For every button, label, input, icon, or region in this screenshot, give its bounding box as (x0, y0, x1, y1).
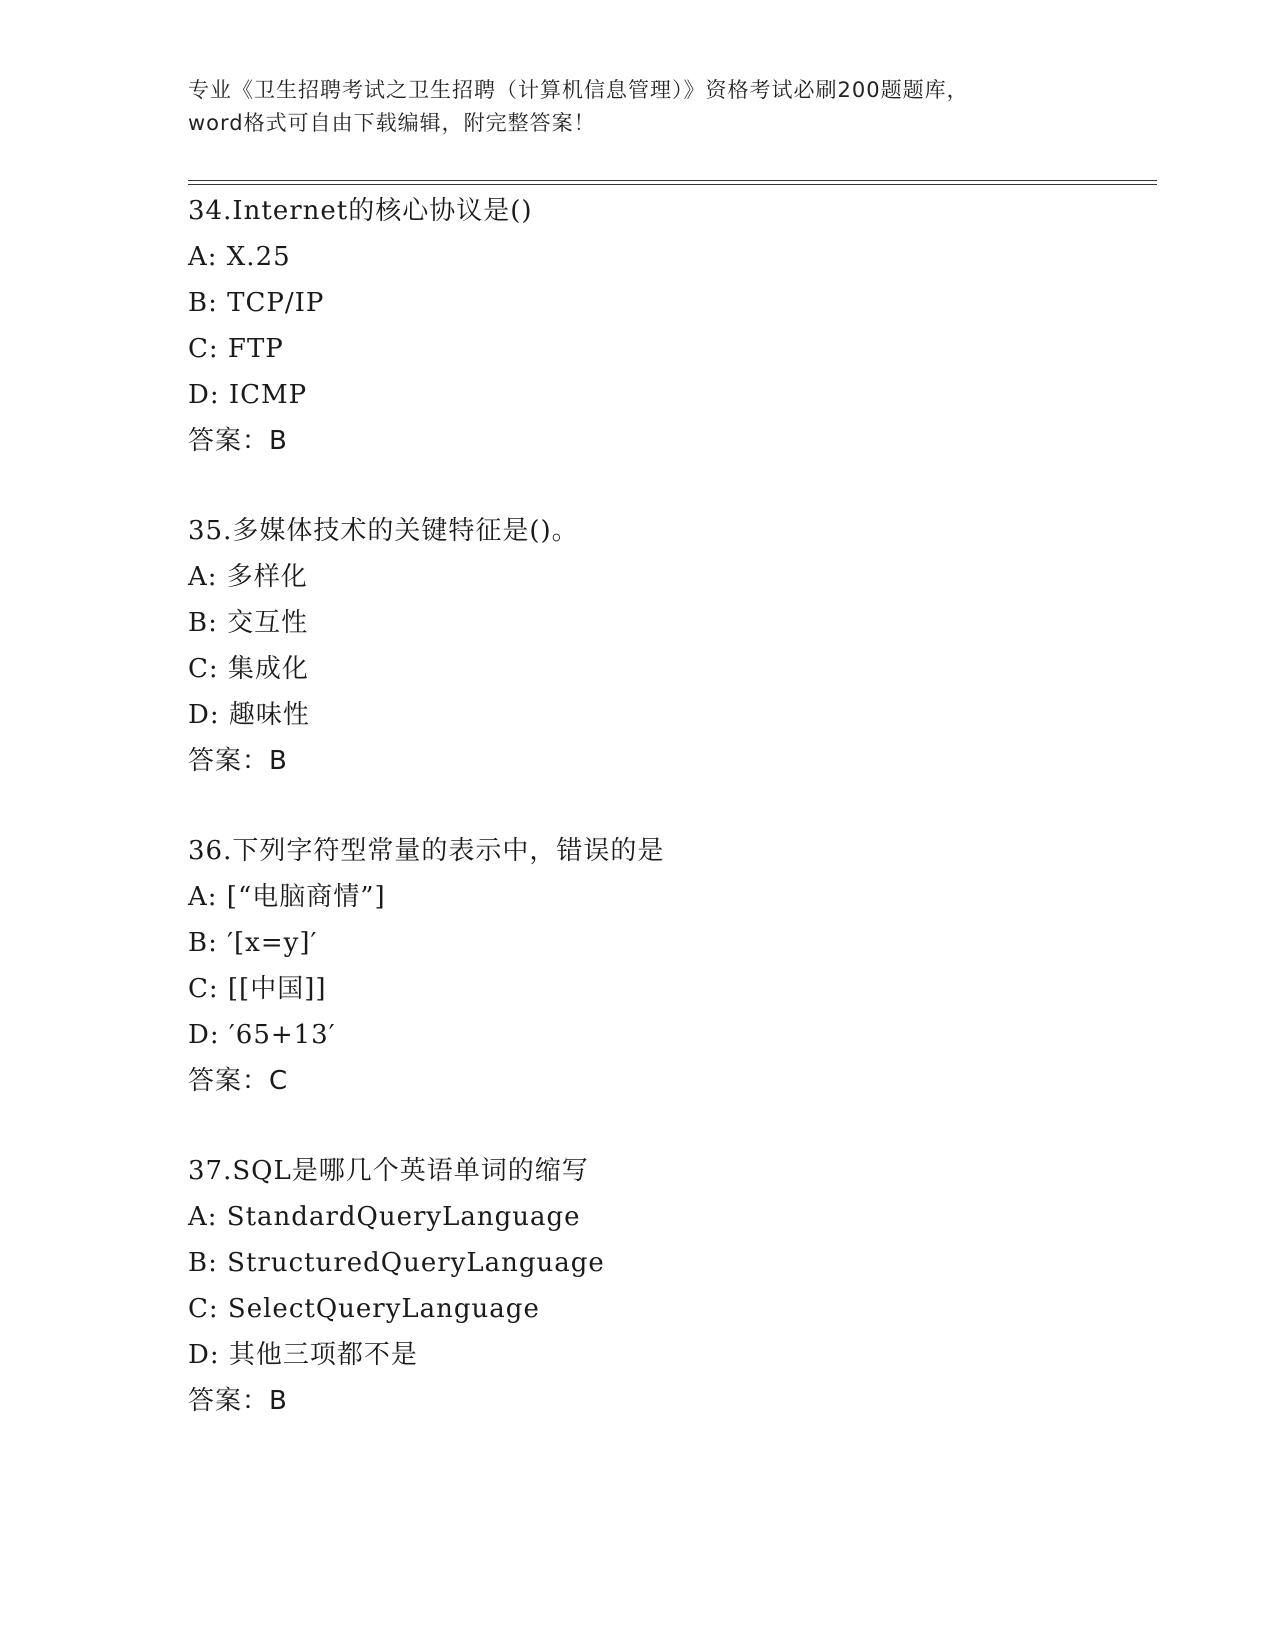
question-stem: 37.SQL是哪几个英语单词的缩写 (188, 1156, 589, 1186)
option-a: A: [“电脑商情”] (188, 882, 386, 912)
option-b: B: StructuredQueryLanguage (188, 1248, 605, 1278)
answer-label: 答案：B (188, 426, 288, 456)
option-a: A: 多样化 (188, 562, 308, 592)
document-header (188, 74, 1088, 140)
header-divider-bottom (188, 184, 1157, 185)
option-d: D: ICMP (188, 380, 308, 410)
header-divider-top (188, 180, 1157, 181)
question-35 (188, 508, 1148, 828)
option-c: C: 集成化 (188, 654, 309, 684)
answer-label: 答案：C (188, 1066, 289, 1096)
option-a: A: X.25 (188, 242, 291, 272)
option-a: A: StandardQueryLanguage (188, 1202, 581, 1232)
header-line-1: 专业《卫生招聘考试之卫生招聘（计算机信息管理）》资格考试必刷200题题库， (188, 78, 969, 102)
question-37 (188, 1148, 1148, 1468)
option-d: D: ′65+13′ (188, 1020, 336, 1050)
question-stem: 34.Internet的核心协议是() (188, 196, 533, 226)
answer-label: 答案：B (188, 1386, 288, 1416)
question-stem: 36.下列字符型常量的表示中，错误的是 (188, 836, 665, 866)
option-d: D: 其他三项都不是 (188, 1340, 418, 1370)
option-b: B: TCP/IP (188, 288, 325, 318)
question-36 (188, 828, 1148, 1148)
header-line-2: word格式可自由下载编辑，附完整答案！ (188, 111, 596, 135)
option-b: B: 交互性 (188, 608, 309, 638)
question-list (188, 188, 1148, 1468)
option-c: C: SelectQueryLanguage (188, 1294, 540, 1324)
answer-label: 答案：B (188, 746, 288, 776)
option-c: C: [[中国]] (188, 974, 327, 1004)
option-d: D: 趣味性 (188, 700, 310, 730)
option-c: C: FTP (188, 334, 284, 364)
option-b: B: ′[x=y]′ (188, 928, 318, 958)
question-stem: 35.多媒体技术的关键特征是()。 (188, 516, 579, 546)
question-34 (188, 188, 1148, 508)
